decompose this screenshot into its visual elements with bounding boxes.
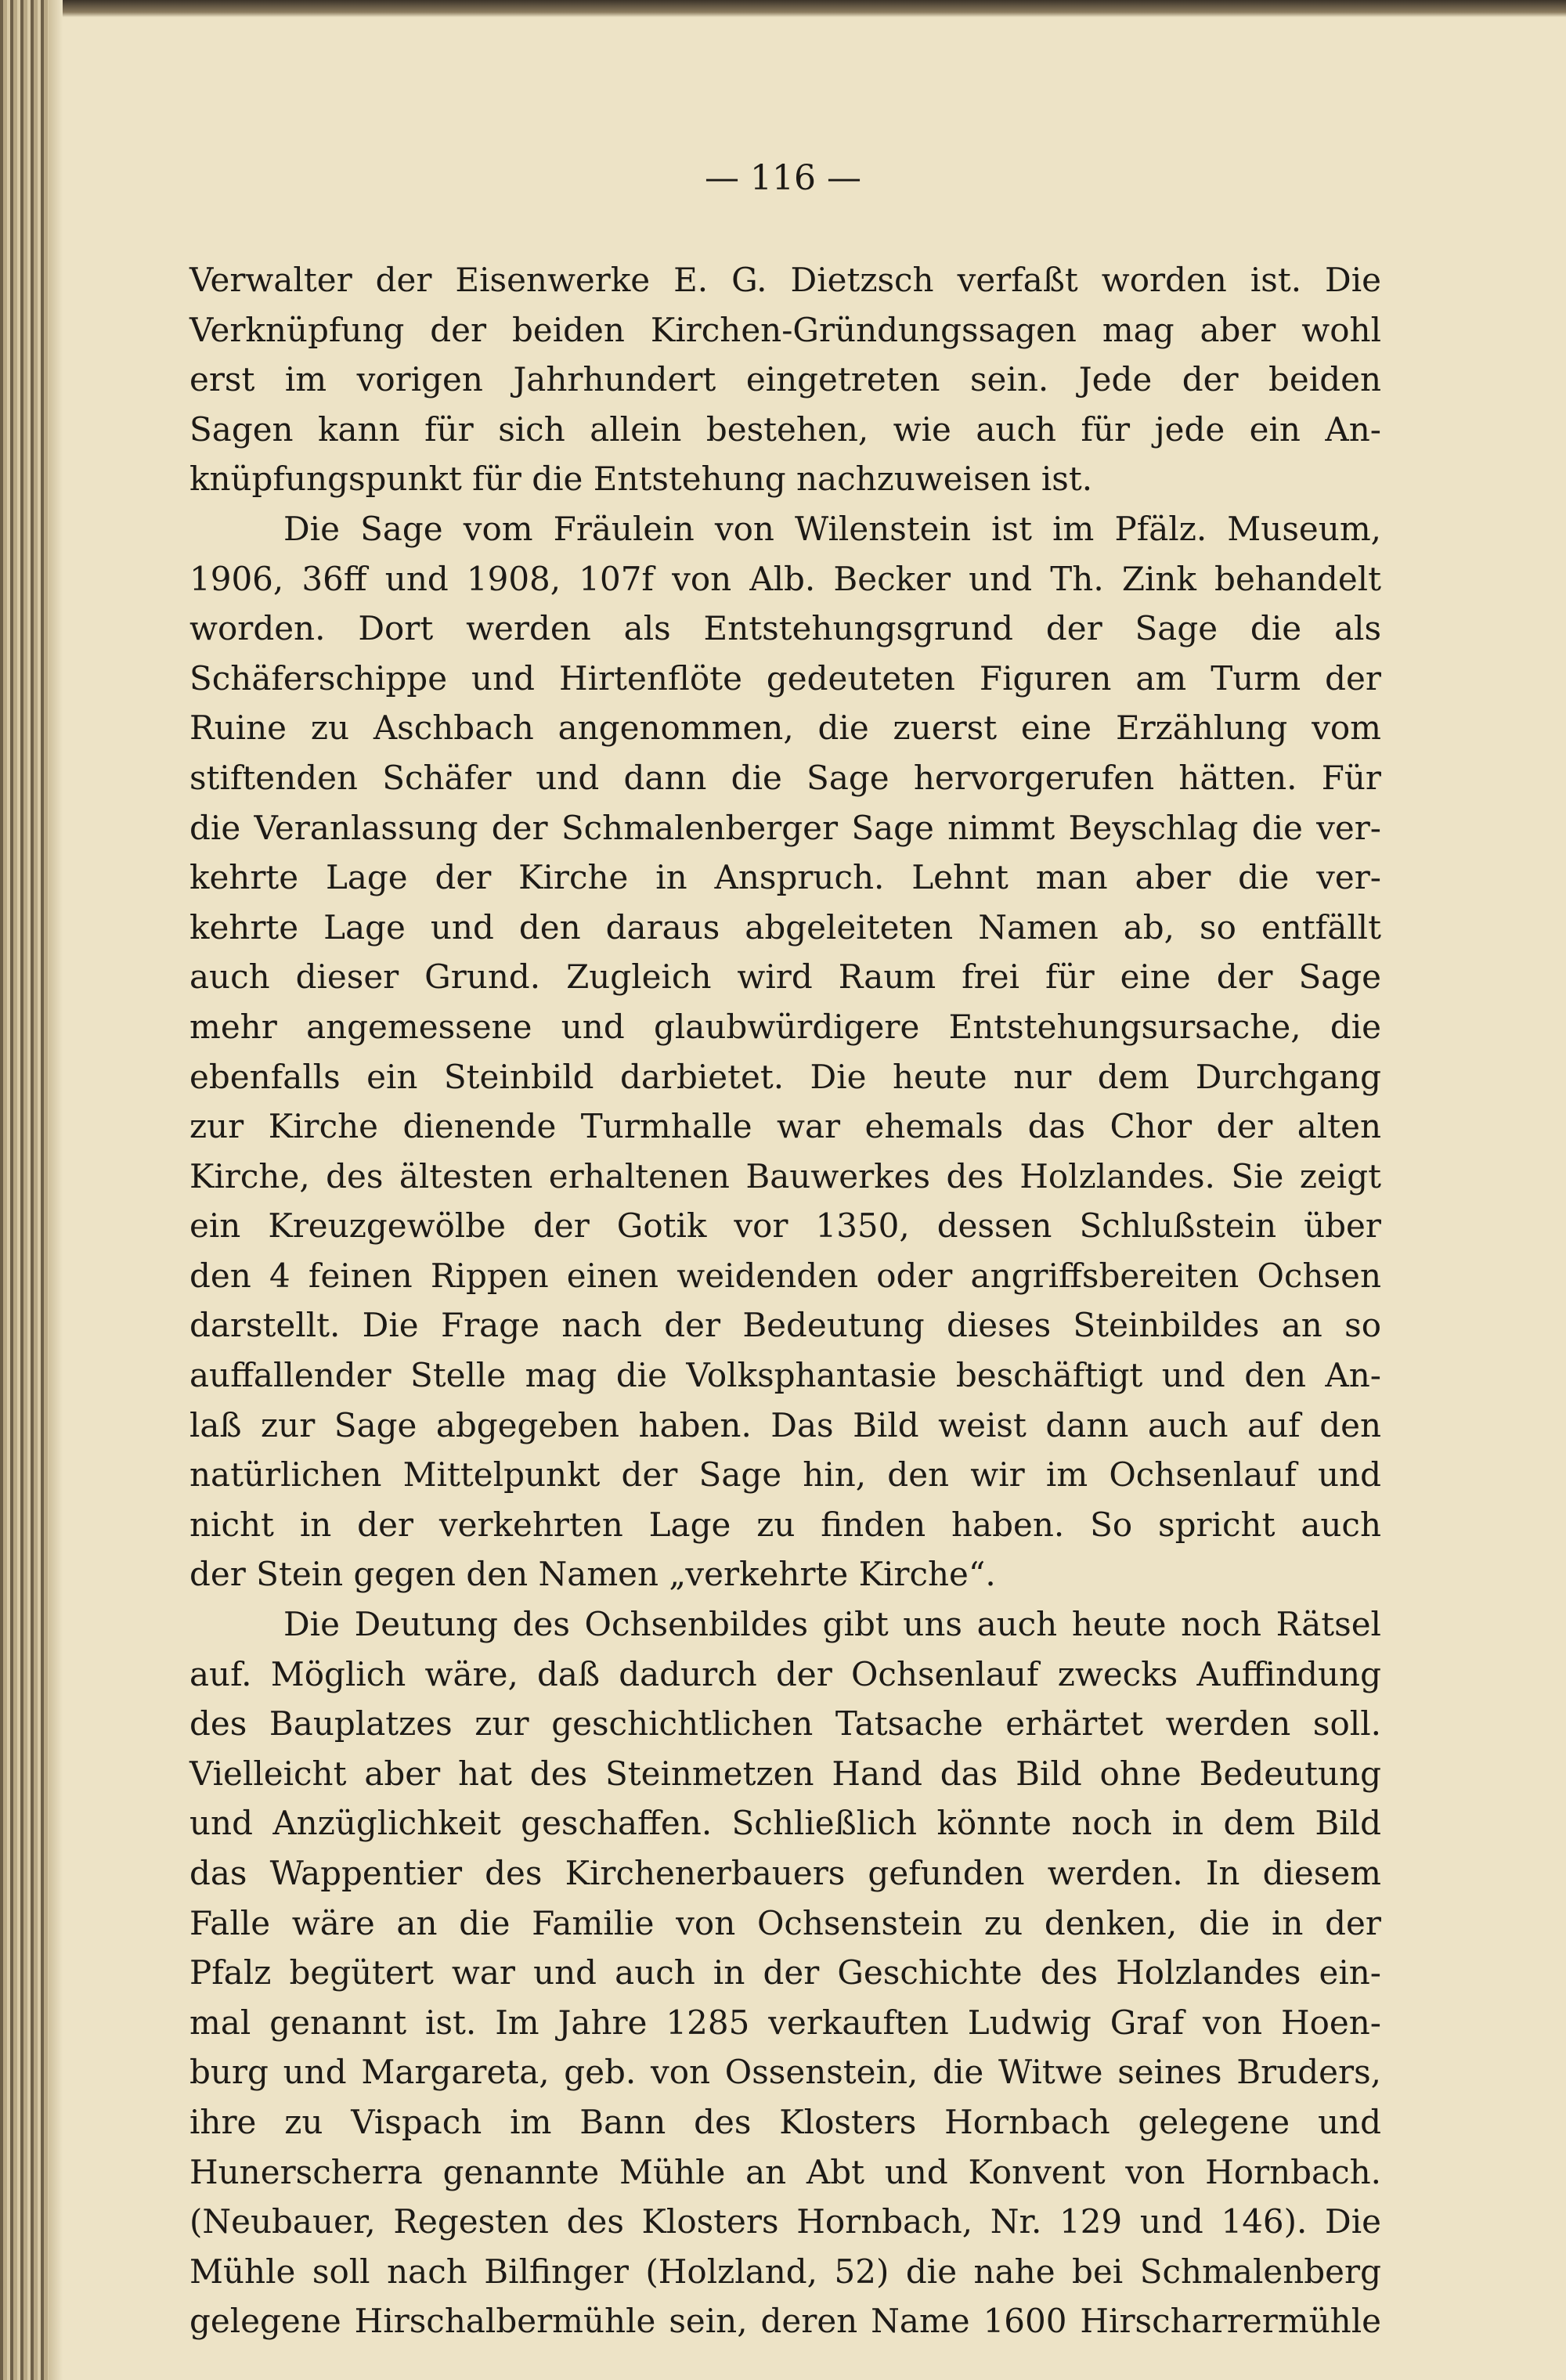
book-top-edge xyxy=(0,0,1566,17)
text-line: ihre zu Vispach im Bann des Klosters Hornbach gelegene und xyxy=(189,2102,1381,2141)
text-line: und Anzüglichkeit geschaffen. Schließlich könnte noch in dem Bild xyxy=(189,1804,1381,1843)
text-line: Verknüpfung der beiden Kirchen-Gründungssagen mag aber wohl xyxy=(189,310,1381,349)
paragraph xyxy=(189,1599,1381,2346)
text-line: nicht in der verkehrten Lage zu finden haben. So spricht auch xyxy=(189,1505,1381,1544)
text-line: ebenfalls ein Steinbild darbietet. Die heute nur dem Durchgang xyxy=(189,1057,1381,1096)
text-line: der Stein gegen den Namen „verkehrte Kirche“. xyxy=(189,1555,996,1594)
paragraph xyxy=(189,504,1381,1599)
text-line: Schäferschippe und Hirtenflöte gedeuteten Figuren am Turm der xyxy=(189,658,1381,698)
text-line: auf. Möglich wäre, daß dadurch der Ochsenlauf zwecks Auffindung xyxy=(189,1654,1381,1693)
text-line: laß zur Sage abgegeben haben. Das Bild weist dann auch auf den xyxy=(189,1405,1381,1444)
text-line: Falle wäre an die Familie von Ochsenstein zu denken, die in der xyxy=(189,1903,1381,1942)
text-line: Die Deutung des Ochsenbildes gibt uns auch heute noch Rätsel xyxy=(283,1605,1381,1644)
text-line: worden. Dort werden als Entstehungsgrund der Sage die als xyxy=(189,609,1381,648)
text-line: stiftenden Schäfer und dann die Sage hervorgerufen hätten. Für xyxy=(189,758,1381,797)
page-number: — 116 — xyxy=(705,158,861,198)
paragraph xyxy=(189,255,1381,504)
text-line: kehrte Lage und den daraus abgeleiteten Namen ab, so entfällt xyxy=(189,907,1381,947)
text-line: das Wappentier des Kirchenerbauers gefunden werden. In diesem xyxy=(189,1854,1381,1892)
text-line: mal genannt ist. Im Jahre 1285 verkauften Ludwig Graf von Hoen- xyxy=(189,2003,1381,2042)
text-line: Die Sage vom Fräulein von Wilenstein ist im Pfälz. Museum, xyxy=(283,509,1381,548)
text-line: zur Kirche dienende Turmhalle war ehemals das Chor der alten xyxy=(189,1107,1381,1146)
text-line: knüpfungspunkt für die Entstehung nachzuweisen ist. xyxy=(189,460,1093,499)
text-line: Pfalz begütert war und auch in der Geschichte des Holzlandes ein- xyxy=(189,1953,1381,1992)
text-line: Kirche, des ältesten erhaltenen Bauwerkes des Holzlandes. Sie zeigt xyxy=(189,1156,1381,1195)
text-line: auffallender Stelle mag die Volksphantasie beschäftigt und den An- xyxy=(189,1356,1381,1395)
text-line: burg und Margareta, geb. von Ossenstein, die Witwe seines Bruders, xyxy=(189,2053,1381,2092)
text-line: Vielleicht aber hat des Steinmetzen Hand das Bild ohne Bedeutung xyxy=(189,1754,1381,1793)
text-line: mehr angemessene und glaubwürdigere Entstehungsursache, die xyxy=(189,1007,1381,1046)
gutter-shadow xyxy=(49,0,63,2380)
text-line: den 4 feinen Rippen einen weidenden oder angriffsbereiten Ochsen xyxy=(189,1256,1381,1295)
text-line: auch dieser Grund. Zugleich wird Raum frei für eine der Sage xyxy=(189,957,1381,997)
text-line: gelegene Hirschalbermühle sein, deren Name 1600 Hirscharrermühle xyxy=(189,2302,1381,2341)
text-line: darstellt. Die Frage nach der Bedeutung dieses Steinbildes an so xyxy=(189,1306,1381,1345)
text-line: (Neubauer, Regesten des Klosters Hornbach, Nr. 129 und 146). Die xyxy=(189,2202,1381,2241)
text-line: des Bauplatzes zur geschichtlichen Tatsache erhärtet werden soll. xyxy=(189,1704,1381,1744)
book-page-edges xyxy=(0,0,49,2380)
text-line: Ruine zu Aschbach angenommen, die zuerst eine Erzählung vom xyxy=(189,709,1381,748)
text-line: 1906, 36ff und 1908, 107f von Alb. Becker und Th. Zink behandelt xyxy=(189,559,1381,598)
body-text xyxy=(189,255,1381,2346)
text-line: die Veranlassung der Schmalenberger Sage nimmt Beyschlag die ver- xyxy=(189,808,1381,847)
text-line: erst im vorigen Jahrhundert eingetreten sein. Jede der beiden xyxy=(189,360,1381,399)
text-line: Sagen kann für sich allein bestehen, wie auch für jede ein An- xyxy=(189,409,1381,449)
text-line: ein Kreuzgewölbe der Gotik vor 1350, dessen Schlußstein über xyxy=(189,1206,1381,1246)
text-line: kehrte Lage der Kirche in Anspruch. Lehnt man aber die ver- xyxy=(189,858,1381,897)
text-line: Mühle soll nach Bilfinger (Holzland, 52) die nahe bei Schmalenberg xyxy=(189,2252,1381,2291)
text-line: natürlichen Mittelpunkt der Sage hin, den wir im Ochsenlauf und xyxy=(189,1455,1381,1495)
text-line: Verwalter der Eisenwerke E. G. Dietzsch verfaßt worden ist. Die xyxy=(189,261,1381,299)
text-line: Hunerscherra genannte Mühle an Abt und Konvent von Hornbach. xyxy=(189,2152,1381,2191)
